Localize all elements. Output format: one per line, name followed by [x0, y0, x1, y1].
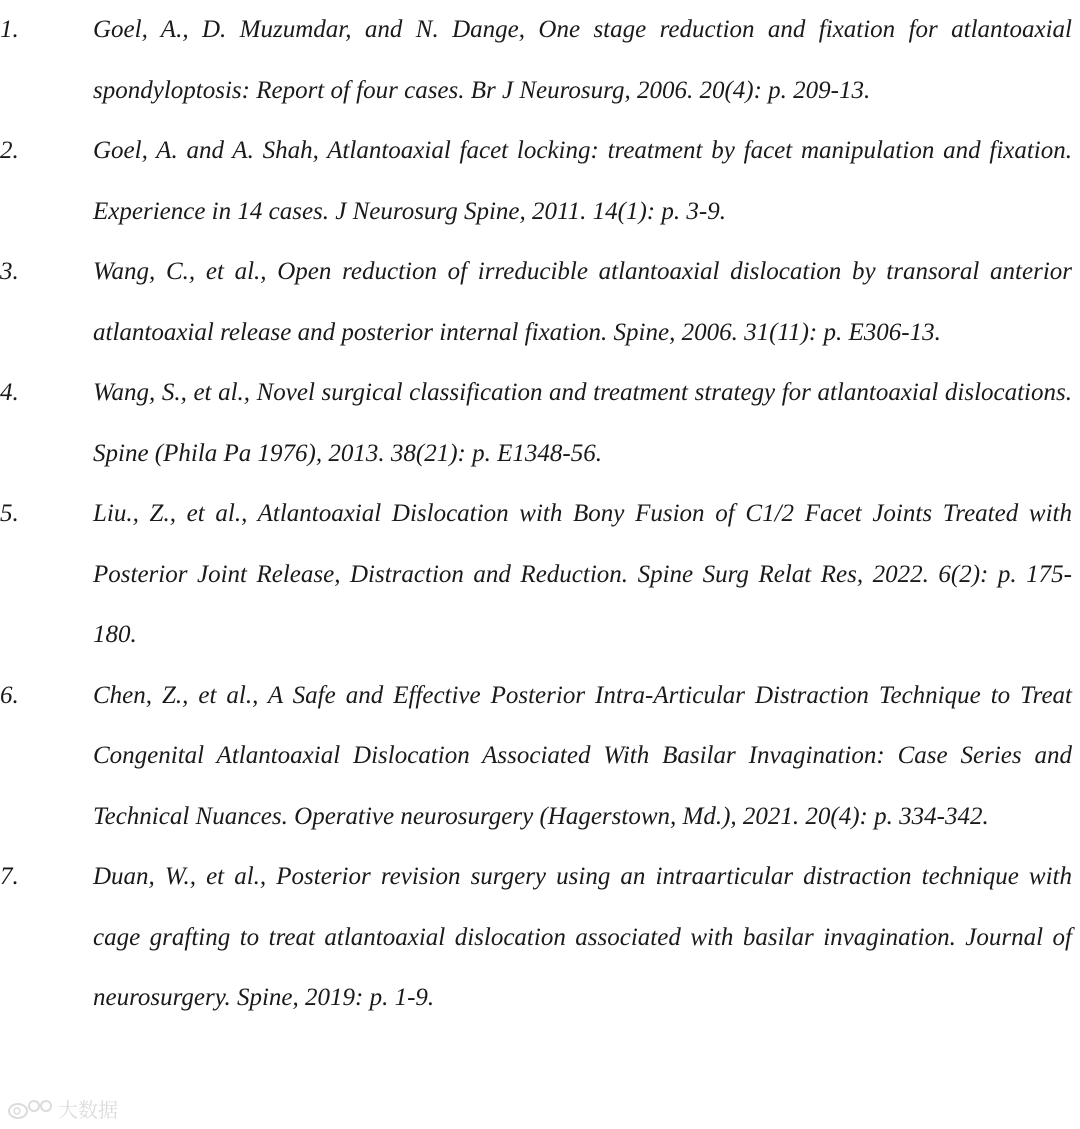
reference-number: 5.: [0, 500, 19, 527]
reference-item: [0, 0, 1080, 121]
reference-number: 7.: [0, 863, 19, 890]
reference-text: Goel, A. and A. Shah, Atlantoaxial facet locking: treatment by facet manipulation and fixation. Experience in 14 cases. J Neurosurg Spine, 2011. 14(1): p. 3-9.: [93, 137, 1072, 225]
reference-text: Wang, C., et al., Open reduction of irreducible atlantoaxial dislocation by transoral anterior atlantoaxial release and posterior internal fixation. Spine, 2006. 31(11): p. E306-13.: [93, 258, 1072, 346]
reference-number: 4.: [0, 379, 19, 406]
reference-item: [0, 666, 1080, 848]
reference-text: Duan, W., et al., Posterior revision surgery using an intraarticular distraction technique with cage grafting to treat atlantoaxial dislocation associated with basilar invagination. Journal of neurosurgery. Spine, 2019: p. 1-9.: [93, 863, 1072, 1011]
watermark: [6, 1092, 118, 1124]
reference-number: 3.: [0, 258, 19, 285]
reference-text: Goel, A., D. Muzumdar, and N. Dange, One stage reduction and fixation for atlantoaxial spondyloptosis: Report of four cases. Br J Neurosurg, 2006. 20(4): p. 209-13.: [93, 16, 1072, 104]
reference-number: 2.: [0, 137, 19, 164]
reference-text: Chen, Z., et al., A Safe and Effective Posterior Intra-Articular Distraction Technique to Treat Congenital Atlantoaxial Dislocation Associated With Basilar Invagination: Case Series and Technical Nuances. Operative neurosurgery (Hagerstown, Md.), 2021. 20(4): p. 334-342.: [93, 681, 1072, 830]
reference-item: [0, 121, 1080, 242]
weibo-logo-icon: [6, 1094, 54, 1122]
watermark-text: 大数据: [58, 1097, 118, 1122]
reference-number: 6.: [0, 681, 19, 709]
reference-item: [0, 242, 1080, 363]
reference-item: [0, 484, 1080, 666]
reference-number: 1.: [0, 16, 19, 43]
reference-text: Wang, S., et al., Novel surgical classification and treatment strategy for atlantoaxial dislocations. Spine (Phila Pa 1976), 2013. 38(21): p. E1348-56.: [93, 379, 1072, 467]
reference-item: [0, 363, 1080, 484]
reference-text: Liu., Z., et al., Atlantoaxial Dislocation with Bony Fusion of C1/2 Facet Joints Treated with Posterior Joint Release, Distraction and Reduction. Spine Surg Relat Res, 2022. 6(2): p. 175-180.: [93, 500, 1072, 648]
reference-item: [0, 847, 1080, 1029]
